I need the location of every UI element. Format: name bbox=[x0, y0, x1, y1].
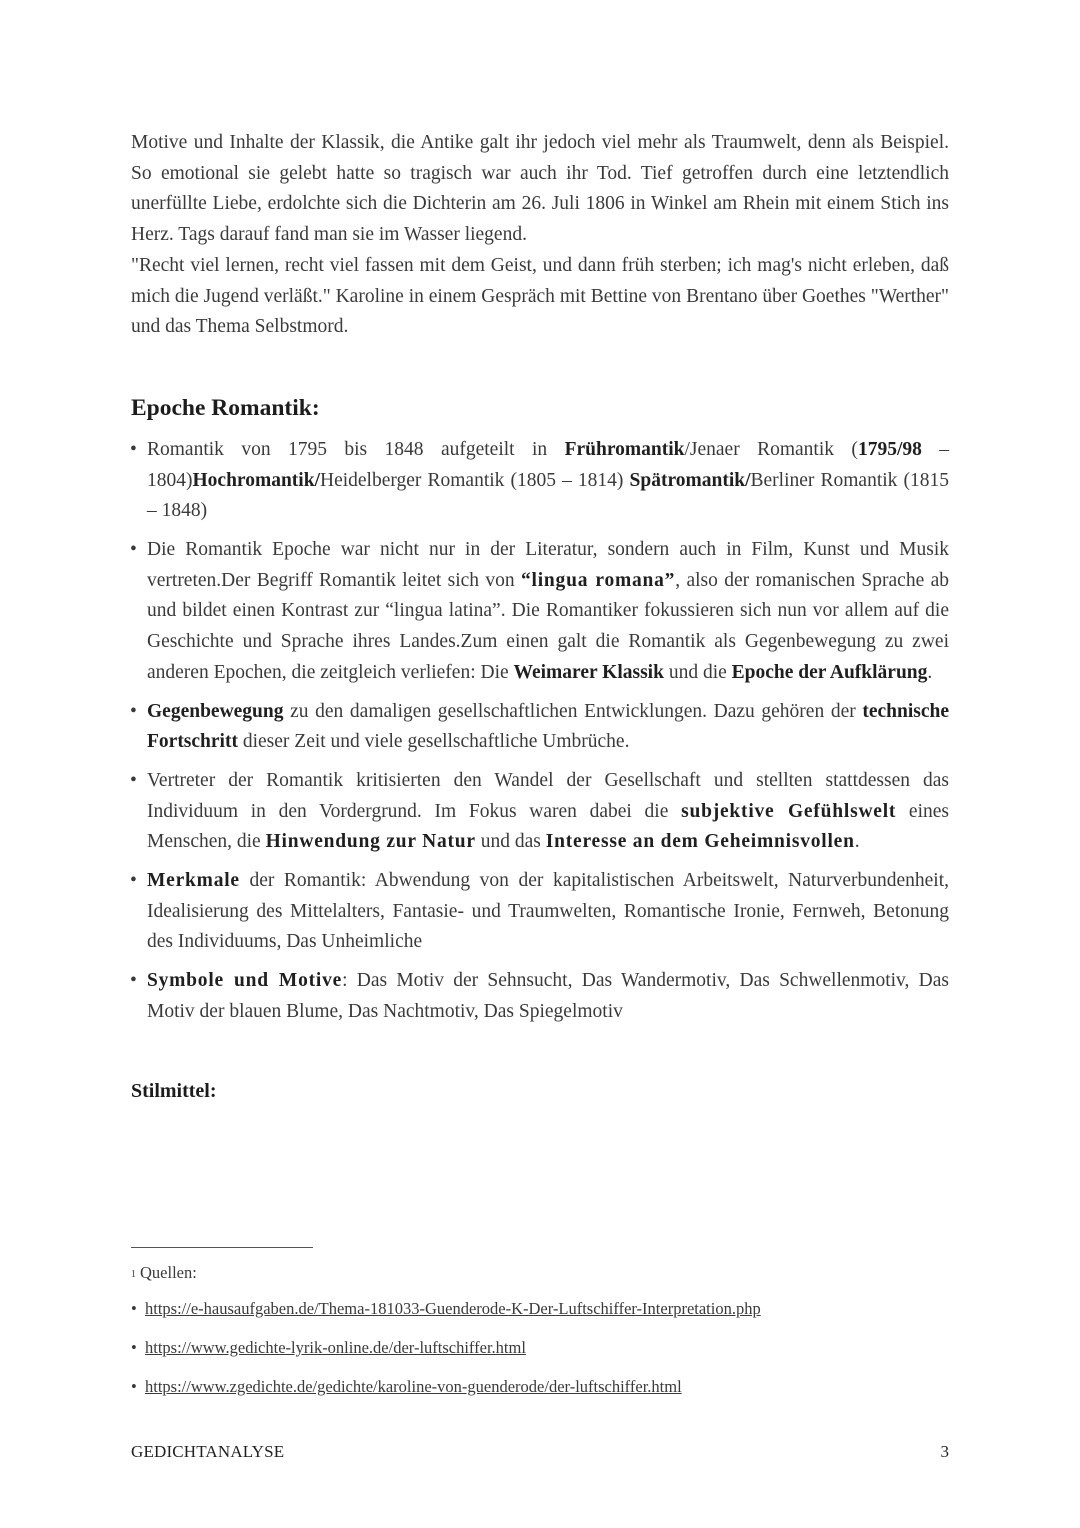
footnote-heading: $^1$ Quellen: bbox=[131, 1263, 197, 1282]
page-number: 3 bbox=[940, 1442, 949, 1461]
bullet-representatives: • Vertreter der Romantik kritisierten den Wandel der Gesellschaft und stellten stattdessen das Individuum in den Vordergrund. Im Fokus waren dabei die subjektive Gefühlswelt eines Menschen, die Hinwendung zur Natur und das Interesse an dem Geheimnisvollen. bbox=[131, 766, 949, 858]
source-item bbox=[131, 1335, 949, 1361]
paragraph-intro: Motive und Inhalte der Klassik, die Antike galt ihr jedoch viel mehr als Traumwelt, denn als Beispiel. So emotional sie gelebt hatte so tragisch war auch ihr Tod. Tief getroffen durch eine letztendlich unerfüllte Liebe, erdolchte sich die Dichterin am 26. Juli 1806 in Winkel am Rhein mit einem Stich ins Herz. Tags darauf fand man sie im Wasser liegend. bbox=[131, 132, 949, 246]
source-list bbox=[131, 1296, 949, 1400]
stilmittel-heading: Stilmittel: bbox=[131, 1079, 217, 1102]
source-link-2[interactable]: https://www.gedichte-lyrik-online.de/der-luftschiffer.html bbox=[145, 1338, 526, 1357]
source-item bbox=[131, 1296, 949, 1322]
bullet-periods: • Romantik von 1795 bis 1848 aufgeteilt in Frühromantik/Jenaer Romantik (1795/98 – 1804)Hochromantik/Heidelberger Romantik (1805 – 1814) Spätromantik/Berliner Romantik (1815 – 1848) bbox=[131, 435, 949, 527]
page-content bbox=[131, 128, 949, 1106]
page-footer bbox=[131, 1440, 949, 1464]
footnote-divider bbox=[131, 1247, 313, 1248]
source-link-1[interactable]: https://e-hausaufgaben.de/Thema-181033-Guenderode-K-Der-Luftschiffer-Interpretation.php bbox=[145, 1299, 761, 1318]
section-heading-romantik: Epoche Romantik: bbox=[131, 394, 320, 421]
footer-title: GEDICHTANALYSE bbox=[131, 1442, 285, 1461]
bullet-origin: • Die Romantik Epoche war nicht nur in der Literatur, sondern auch in Film, Kunst und Musik vertreten.Der Begriff Romantik leitet sich von “lingua romana”, also der romanischen Sprache ab und bildet einen Kontrast zur “lingua latina”. Die Romantiker fokussieren sich nun vor allem auf die Geschichte und Sprache ihres Landes.Zum einen galt die Romantik als Gegenbewegung zu zwei anderen Epochen, die zeitgleich verliefen: Die Weimarer Klassik und die Epoche der Aufklärung. bbox=[131, 535, 949, 689]
bullet-features: • Merkmale der Romantik: Abwendung von der kapitalistischen Arbeitswelt, Naturverbundenheit, Idealisierung des Mittelalters, Fantasie- und Traumwelten, Romantische Ironie, Fernweh, Betonung des Individuums, Das Unheimliche bbox=[131, 866, 949, 958]
footnote-marker: 1 bbox=[131, 1269, 136, 1280]
paragraph-quote: "Recht viel lernen, recht viel fassen mit dem Geist, und dann früh sterben; ich mag's nicht erleben, daß mich die Jugend verläßt." Karoline in einem Gespräch mit Bettine von Brentano über Goethes "Werther" und das Thema Selbstmord. bbox=[131, 254, 949, 338]
bullet-countermovement: • Gegenbewegung zu den damaligen gesellschaftlichen Entwicklungen. Dazu gehören der technische Fortschritt dieser Zeit und viele gesellschaftliche Umbrüche. bbox=[131, 697, 949, 758]
source-item bbox=[131, 1374, 949, 1400]
source-link-3[interactable]: https://www.zgedichte.de/gedichte/karoline-von-guenderode/der-luftschiffer.html bbox=[145, 1377, 682, 1396]
romantik-bullet-list bbox=[131, 435, 949, 1028]
bullet-symbols: • Symbole und Motive: Das Motiv der Sehnsucht, Das Wandermotiv, Das Schwellenmotiv, Das Motiv der blauen Blume, Das Nachtmotiv, Das Spiegelmotiv bbox=[131, 966, 949, 1027]
footnotes bbox=[131, 1260, 949, 1413]
